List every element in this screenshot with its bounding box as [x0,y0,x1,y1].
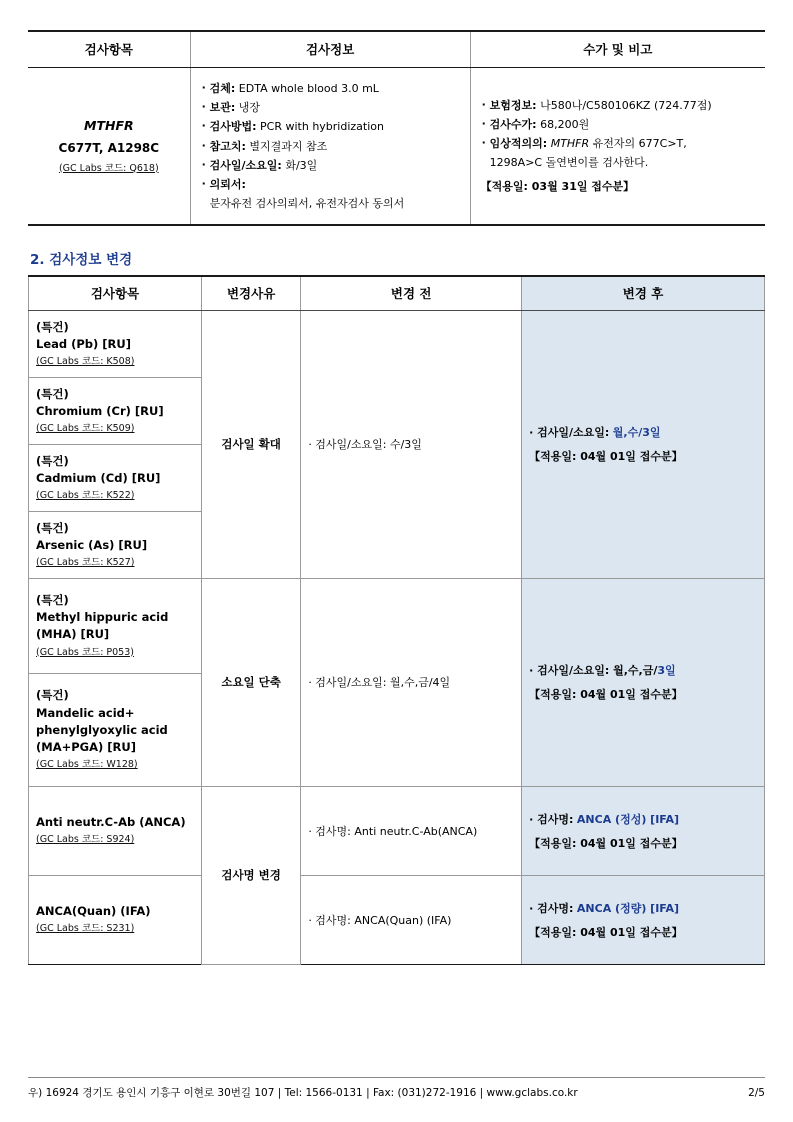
fee-line: · 보험정보: 나580나/C580106KZ (724.77점) [481,97,755,114]
fee-line: · 검사수가: 68,200원 [481,116,755,133]
col-header-test-item: 검사항목 [28,31,190,68]
cell-fee-remarks [470,68,765,225]
footer-address: 우) 16924 경기도 용인시 기흥구 이현로 30번길 107 | Tel: 1566-0131 | Fax: (031)272-1916 | www.gclabs.co.kr [28,1087,578,1099]
test-code: (GC Labs 코드: K508) [36,356,135,368]
after-line: · 검사명: ANCA (정량) [IFA] [529,901,680,915]
info-line: · 검사방법: PCR with hybridization [201,118,460,135]
cell-change-reason: 소요일 단축 [201,579,300,787]
cell-after [522,579,765,787]
test-prefix: (특건) [36,319,69,334]
table-row [29,876,765,965]
test-name: Mandelic acid+ phenylglyoxylic acid (MA+PGA) [RU] [36,705,168,755]
info-line: · 검사일/소요일: 화/3일 [201,157,460,174]
cell-test-name [29,674,202,787]
test-name: ANCA(Quan) (IFA) [36,904,151,919]
info-line: · 보관: 냉장 [201,99,460,116]
col-header-after: 변경 후 [522,276,765,311]
cell-test-info [190,68,470,225]
cell-test-name [29,876,202,965]
info-line: · 의뢰서: [201,176,460,193]
test-code: (GC Labs 코드: W128) [36,759,138,771]
cell-test-name [29,512,202,579]
cell-change-reason: 검사명 변경 [201,787,300,965]
cell-test-name [29,579,202,674]
fee-line: · 임상적의의: MTHFR 유전자의 677C>T, [481,135,755,152]
test-info-table-continued [28,30,765,226]
table-row [29,579,765,674]
cell-after [522,787,765,876]
table-header-row [29,276,765,311]
test-prefix: (특건) [36,688,69,703]
cell-test-name [29,311,202,378]
cell-before: · 검사일/소요일: 수/3일 [301,311,522,579]
col-header-test-item: 검사항목 [29,276,202,311]
change-info-table [28,275,765,965]
test-prefix: (특건) [36,520,69,535]
table-header-row [28,31,765,68]
info-line: · 검체: EDTA whole blood 3.0 mL [201,80,460,97]
apply-date-note: 【적용일: 04월 01일 접수분】 [529,836,683,850]
test-name: Lead (Pb) [RU] [36,336,132,351]
test-name-sub: C677T, A1298C [58,141,160,156]
cell-change-reason: 검사일 확대 [201,311,300,579]
cell-test-name [29,445,202,512]
apply-date-note: 【적용일: 04월 01일 접수분】 [529,688,683,702]
cell-before: · 검사명: ANCA(Quan) (IFA) [301,876,522,965]
test-prefix: (특건) [36,453,69,468]
test-code: (GC Labs 코드: S231) [36,923,135,935]
test-code: (GC Labs 코드: S924) [36,834,135,846]
fee-line-cont: 1298A>C 돌연변이를 검사한다. [489,156,649,170]
col-header-change-reason: 변경사유 [201,276,300,311]
page-number: 2/5 [748,1086,765,1099]
cell-test-name [28,68,190,225]
info-line-extra: 분자유전 검사의뢰서, 유전자검사 동의서 [209,196,405,210]
cell-before: · 검사일/소요일: 월,수,금/4일 [301,579,522,787]
test-name: Cadmium (Cd) [RU] [36,470,161,485]
apply-date-note: 【적용일: 04월 01일 접수분】 [529,450,683,464]
table-row [29,787,765,876]
section-title: 2. 검사정보 변경 [30,251,133,268]
test-name: Methyl hippuric acid (MHA) [RU] [36,610,169,642]
test-code: (GC Labs 코드: K522) [36,490,135,502]
apply-date-note: 【적용일: 03월 31일 접수분】 [480,180,635,194]
cell-test-name [29,378,202,445]
col-header-fee-remarks: 수가 및 비고 [470,31,765,68]
cell-test-name [29,787,202,876]
table-row [28,68,765,225]
col-header-before: 변경 전 [301,276,522,311]
test-name: Chromium (Cr) [RU] [36,403,164,418]
table-row [29,311,765,378]
page-footer [28,1077,765,1100]
test-code: (GC Labs 코드: K527) [36,557,135,569]
test-code: (GC Labs 코드: P053) [36,646,134,658]
col-header-test-info: 검사정보 [190,31,470,68]
test-prefix: (특건) [36,592,69,607]
after-line: · 검사명: ANCA (정성) [IFA] [529,812,680,826]
test-code: (GC Labs 코드: Q618) [58,162,159,174]
test-name-italic: MTHFR [84,117,134,133]
cell-before: · 검사명: Anti neutr.C-Ab(ANCA) [301,787,522,876]
cell-after [522,311,765,579]
after-line: · 검사일/소요일: 월,수/3일 [529,426,661,440]
test-name: Anti neutr.C-Ab (ANCA) [36,815,186,830]
cell-after [522,876,765,965]
test-code: (GC Labs 코드: K509) [36,423,135,435]
apply-date-note: 【적용일: 04월 01일 접수분】 [529,925,683,939]
after-line: · 검사일/소요일: 월,수,금/3일 [529,664,676,678]
test-name: Arsenic (As) [RU] [36,537,148,552]
info-line: · 참고치: 별지결과지 참조 [201,138,460,155]
test-prefix: (특건) [36,386,69,401]
